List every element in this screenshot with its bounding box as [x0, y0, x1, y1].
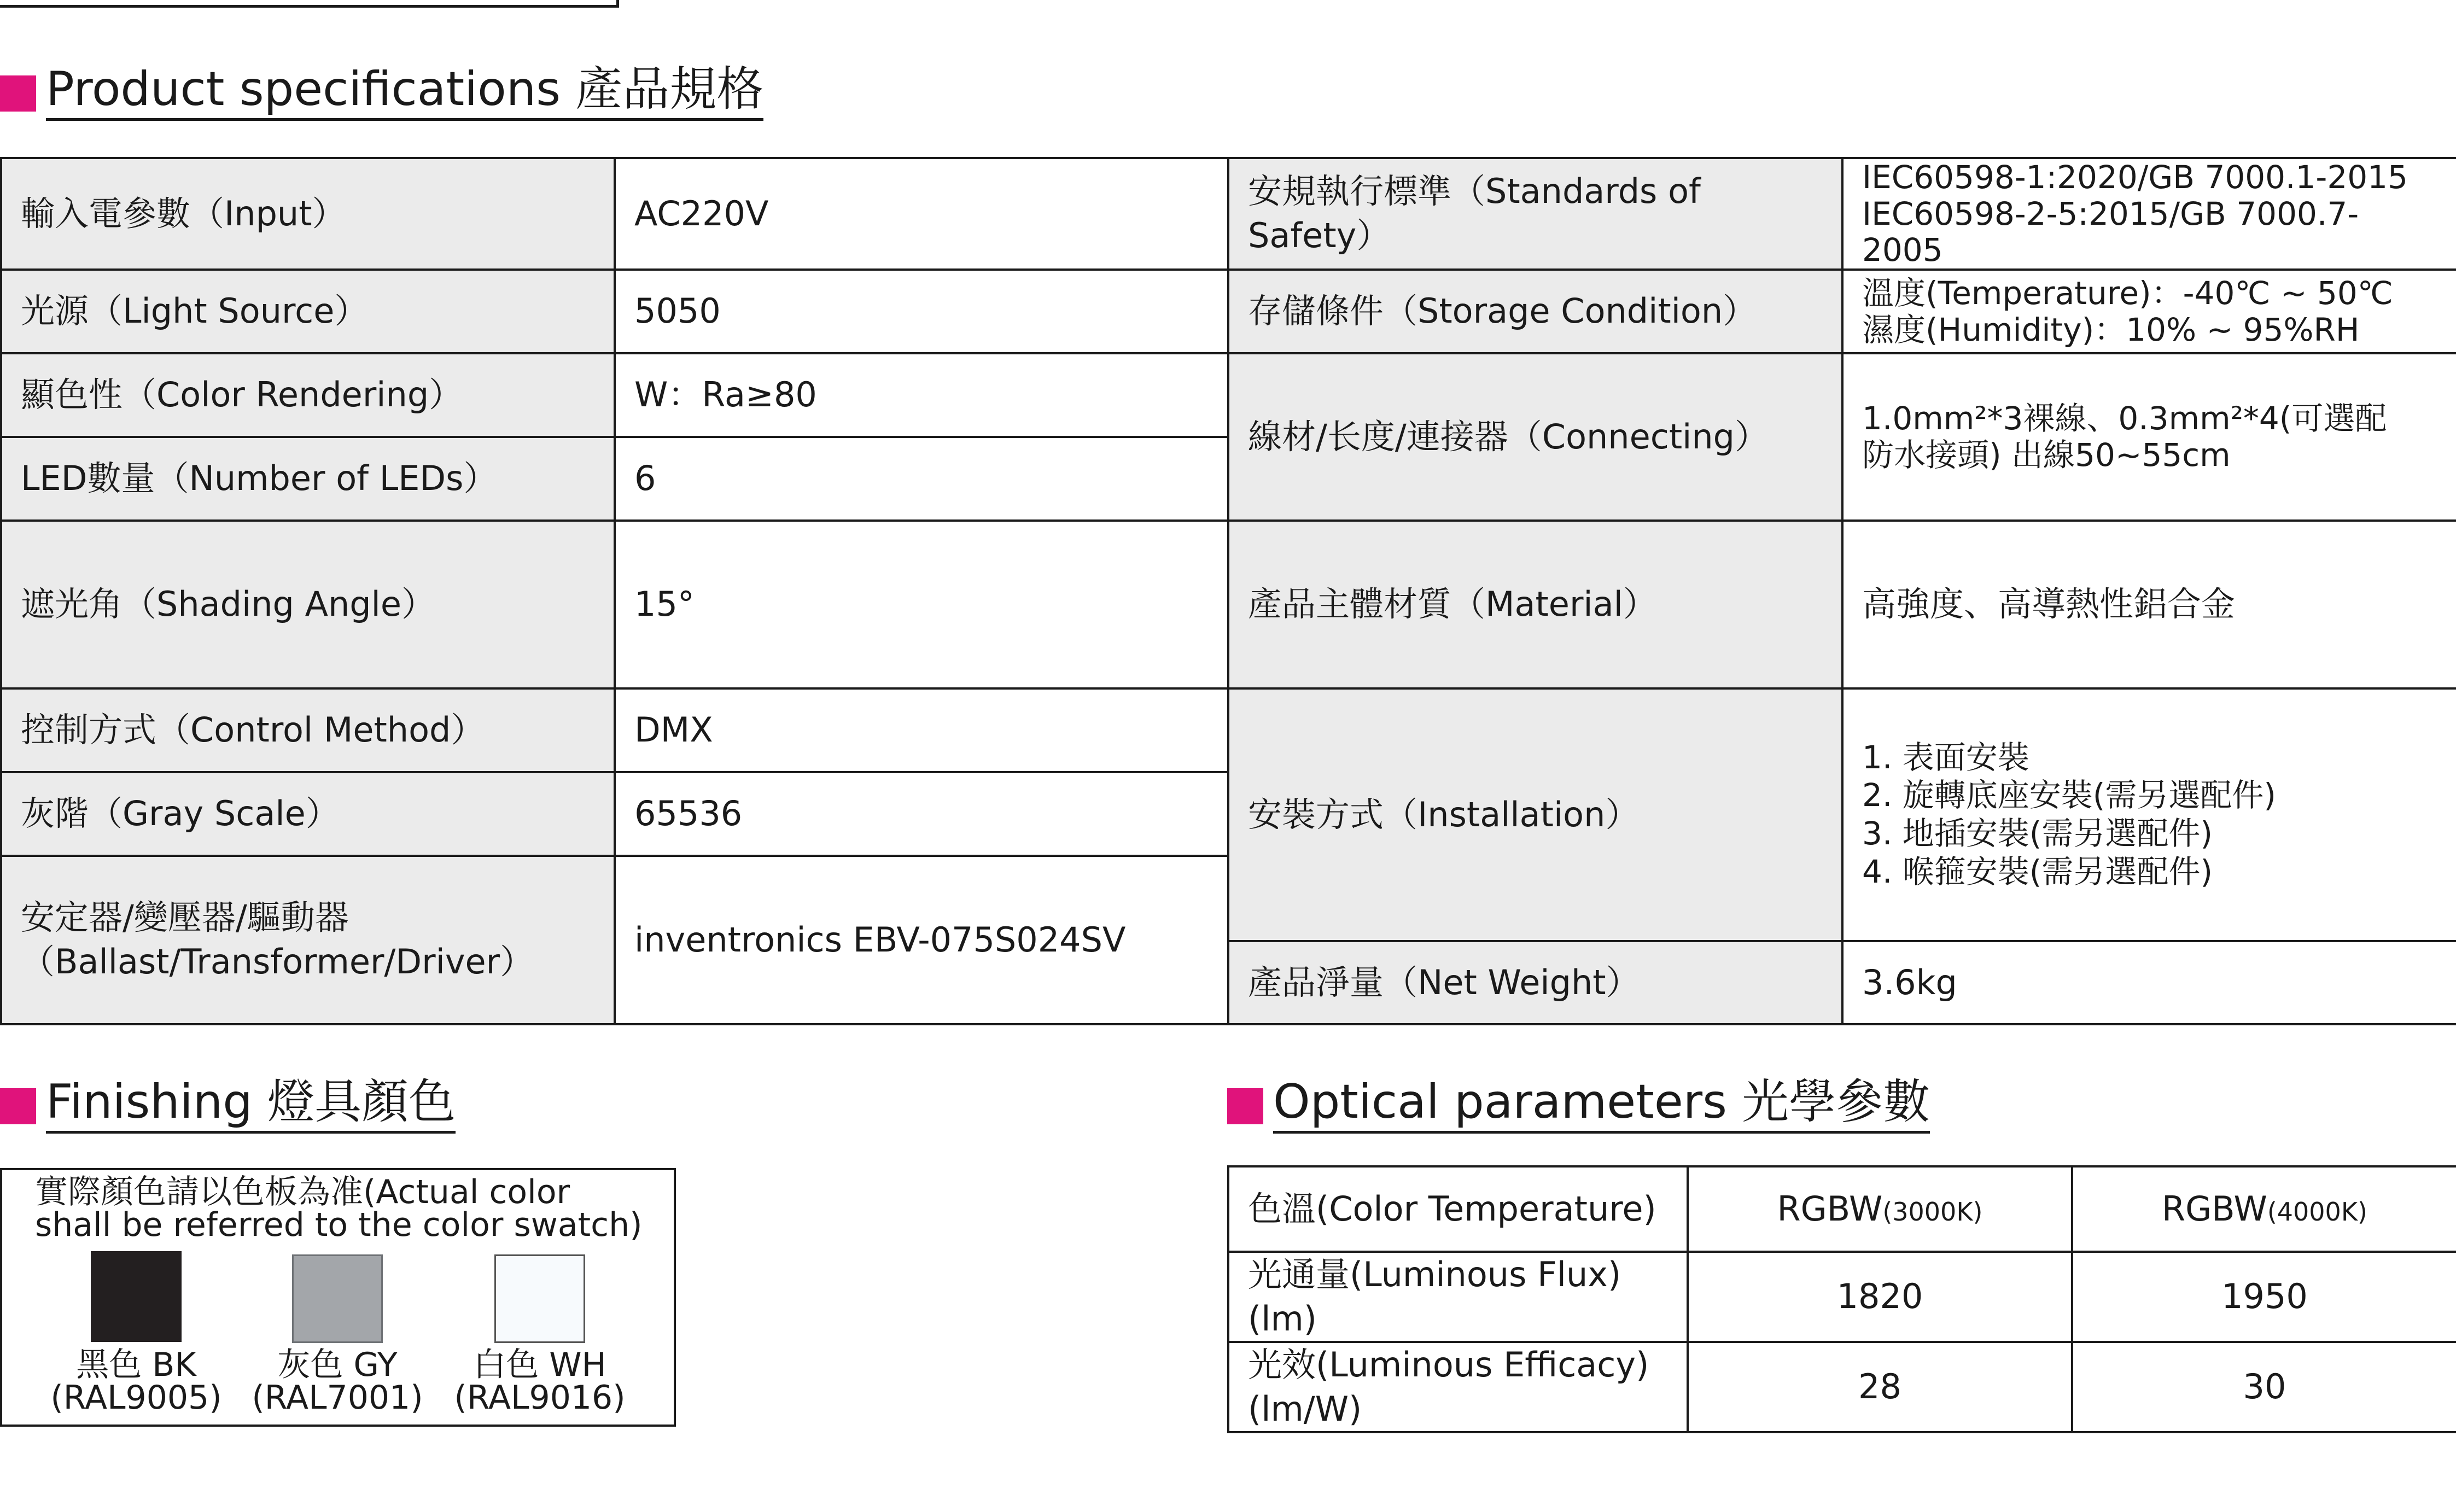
optical-section-title	[1227, 1075, 1930, 1134]
swatch-gray	[292, 1254, 383, 1343]
finishing-section-title	[0, 1075, 456, 1134]
swatch-white	[494, 1254, 585, 1343]
rgbw-4000k-header	[2072, 1166, 2456, 1252]
installation-item: 3. 地插安裝(需另選配件)	[1862, 815, 2213, 853]
swatch-name: 黑色 BK	[76, 1346, 196, 1384]
rgbw-3000k-header	[1688, 1166, 2072, 1252]
connecting-value-line: 防水接頭) 出線50~55cm	[1862, 436, 2231, 474]
safety-label: 安規執行標準（Standards of Safety）	[1228, 158, 1842, 270]
safety-value-line: IEC60598-2-5:2015/GB 7000.7-2005	[1862, 195, 2359, 269]
swatch-code: (RAL9016)	[454, 1379, 626, 1417]
spec-row	[1, 521, 2456, 688]
spec-section-title	[0, 62, 764, 121]
finishing-box	[0, 1168, 676, 1427]
swatch-name: 白色 WH	[473, 1346, 606, 1384]
spec-row	[1, 353, 2456, 437]
gray-label: 灰階（Gray Scale）	[1, 772, 615, 856]
accent-square	[0, 1088, 36, 1124]
spec-title-text: Product specifications 產品規格	[46, 66, 763, 121]
top-frame	[0, 0, 619, 8]
leds-label: LED數量（Number of LEDs）	[1, 437, 615, 521]
swatch-code: (RAL7001)	[252, 1379, 423, 1417]
optical-row	[1228, 1166, 2456, 1252]
efficacy-3000k: 28	[1688, 1342, 2072, 1432]
control-value: DMX	[615, 688, 1228, 772]
safety-value	[1842, 158, 2456, 270]
cri-value: W：Ra≥80	[615, 353, 1228, 437]
efficacy-label: 光效(Luminous Efficacy)(lm/W)	[1228, 1342, 1688, 1432]
weight-label: 產品淨量（Net Weight）	[1228, 941, 1842, 1024]
swatch-name: 灰色 GY	[277, 1346, 398, 1384]
swatch-code: (RAL9005)	[50, 1379, 222, 1417]
rgbw-label: RGBW	[1777, 1188, 1883, 1229]
flux-label: 光通量(Luminous Flux)(lm)	[1228, 1252, 1688, 1342]
connecting-label: 線材/长度/連接器（Connecting）	[1228, 353, 1842, 521]
material-value: 高強度、高導熱性鋁合金	[1842, 521, 2456, 688]
shading-value: 15°	[615, 521, 1228, 688]
installation-item: 4. 喉箍安裝(需另選配件)	[1862, 853, 2213, 890]
flux-3000k: 1820	[1688, 1252, 2072, 1342]
driver-value: inventronics EBV-075S024SV	[615, 856, 1228, 1024]
safety-value-line: IEC60598-1:2020/GB 7000.1-2015	[1862, 159, 2408, 196]
driver-label-line: 安定器/變壓器/驅動器	[21, 897, 349, 938]
installation-item: 1. 表面安裝	[1862, 738, 2029, 776]
light-source-label: 光源（Light Source）	[1, 270, 615, 353]
light-source-value: 5050	[615, 270, 1228, 353]
gray-value: 65536	[615, 772, 1228, 856]
connecting-value	[1842, 353, 2456, 521]
color-temp-label: 色溫(Color Temperature)	[1228, 1166, 1688, 1252]
kelvin-label: (4000K)	[2267, 1196, 2367, 1227]
finishing-note: 實際顏色請以色板為准(Actual color shall be referred to the color swatch)	[35, 1173, 643, 1244]
flux-4000k: 1950	[2072, 1252, 2456, 1342]
optical-row	[1228, 1252, 2456, 1342]
shading-label: 遮光角（Shading Angle）	[1, 521, 615, 688]
spec-table	[0, 157, 2456, 1025]
control-label: 控制方式（Control Method）	[1, 688, 615, 772]
swatch-gray-label	[247, 1346, 428, 1417]
swatch-black	[91, 1251, 182, 1342]
leds-value: 6	[615, 437, 1228, 521]
input-label: 輸入電參數（Input）	[1, 158, 615, 270]
installation-value	[1842, 688, 2456, 941]
optical-table	[1227, 1165, 2456, 1433]
swatch-black-label	[46, 1346, 226, 1417]
kelvin-label: (3000K)	[1882, 1196, 1983, 1227]
spec-row	[1, 270, 2456, 353]
connecting-value-line: 1.0mm²*3裸線、0.3mm²*4(可選配	[1862, 400, 2387, 437]
storage-value-line: 濕度(Humidity)：10% ~ 95%RH	[1862, 311, 2360, 348]
driver-label-line: （Ballast/Transformer/Driver）	[21, 942, 534, 982]
swatch-white-label	[450, 1346, 630, 1417]
storage-value-line: 溫度(Temperature)：-40℃ ~ 50℃	[1862, 274, 2393, 312]
finishing-title-text: Finishing 燈具顏色	[46, 1078, 456, 1134]
optical-title-text: Optical parameters 光學參數	[1273, 1078, 1930, 1134]
cri-label: 顯色性（Color Rendering）	[1, 353, 615, 437]
spec-row	[1, 688, 2456, 772]
optical-row	[1228, 1342, 2456, 1432]
accent-square	[1227, 1088, 1263, 1124]
spec-row	[1, 158, 2456, 270]
rgbw-label: RGBW	[2162, 1188, 2267, 1229]
installation-item: 2. 旋轉底座安裝(需另選配件)	[1862, 777, 2277, 814]
storage-label: 存儲條件（Storage Condition）	[1228, 270, 1842, 353]
driver-label	[1, 856, 615, 1024]
installation-label: 安裝方式（Installation）	[1228, 688, 1842, 941]
storage-value	[1842, 270, 2456, 353]
material-label: 產品主體材質（Material）	[1228, 521, 1842, 688]
weight-value: 3.6kg	[1842, 941, 2456, 1024]
input-value: AC220V	[615, 158, 1228, 270]
efficacy-4000k: 30	[2072, 1342, 2456, 1432]
accent-square	[0, 75, 36, 112]
